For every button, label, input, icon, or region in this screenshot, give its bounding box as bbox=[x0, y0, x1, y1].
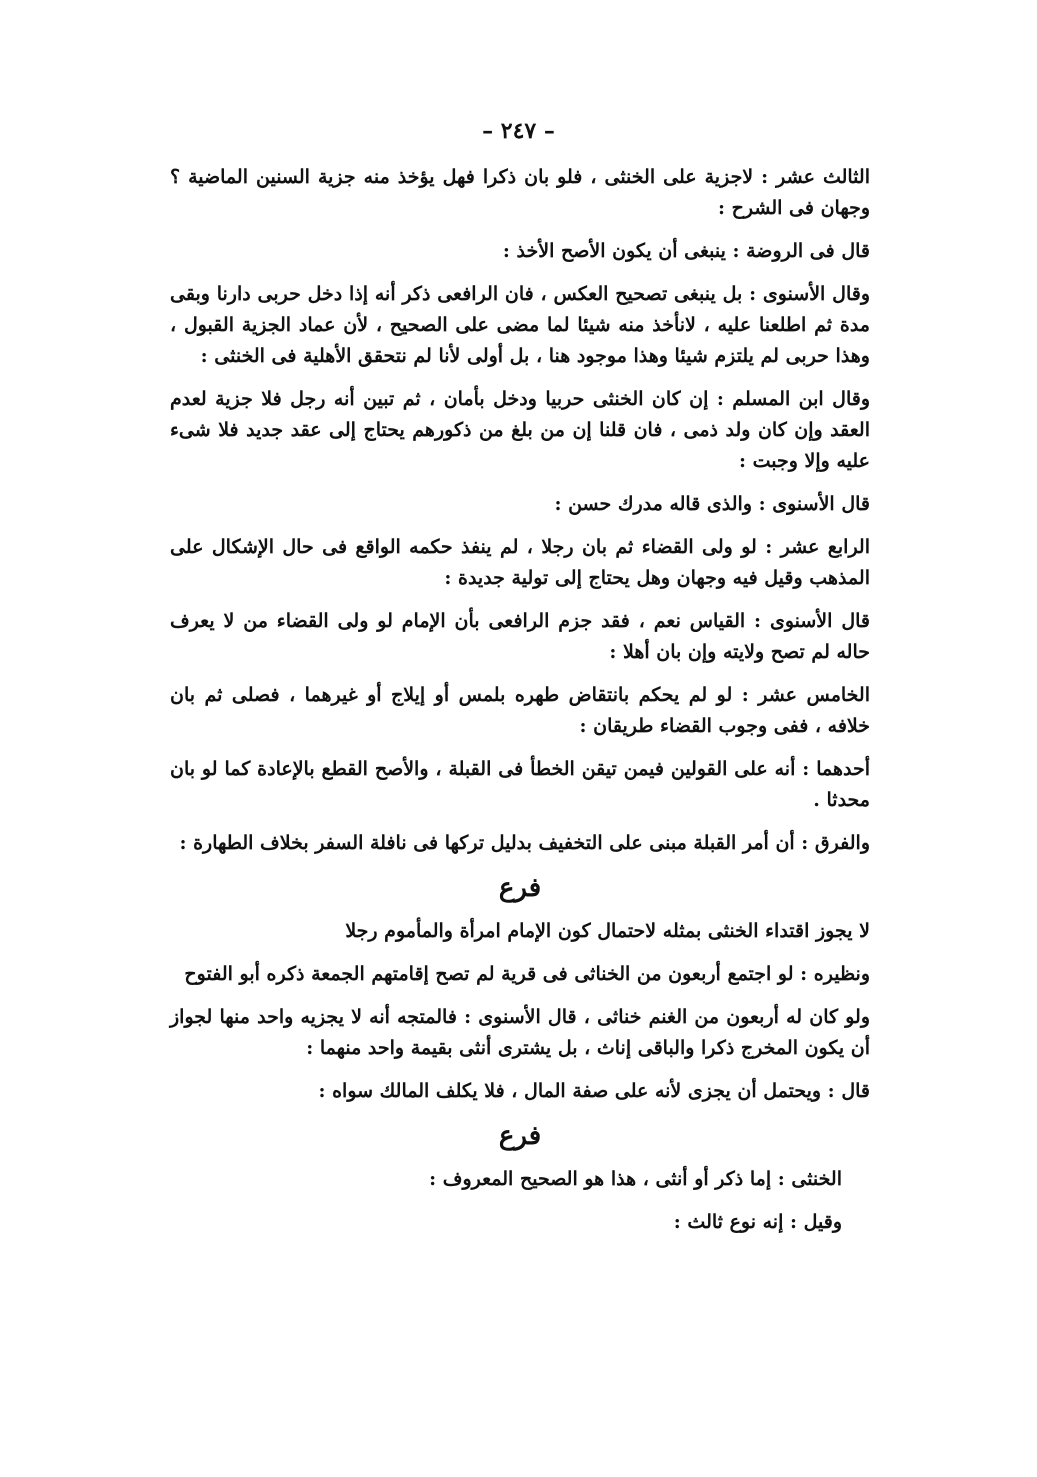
body-text bbox=[170, 162, 870, 1250]
paragraph-ibn-muslim: وقال ابن المسلم : إن كان الخنثى حربيا ودخل بأمان ، ثم تبين أنه رجل فلا جزية لعدم العقد وإن كان ولد ذمى ، فان قلنا إن من بلغ من ذكورهم يحتاج إلى عقد جديد فلا شىء عليه وإلا وجبت : bbox=[170, 388, 870, 472]
paragraph-nazeer: ونظيره : لو اجتمع أربعون من الخناثى فى قرية لم تصح إقامتهم الجمعة ذكره أبو الفتوح bbox=[184, 963, 870, 985]
paragraph-yahtamil: قال : ويحتمل أن يجزى لأنه على صفة المال ، فلا يكلف المالك سواه : bbox=[318, 1080, 870, 1102]
section-heading-far-2: فرع bbox=[498, 1121, 542, 1151]
paragraph-13th-issue: الثالث عشر : لاجزية على الخنثى ، فلو بان ذكرا فهل يؤخذ منه جزية السنين الماضية ؟ وجهان فى الشرح : bbox=[170, 166, 870, 219]
paragraph-asnawi-comment: قال الأسنوى : والذى قاله مدرك حسن : bbox=[554, 493, 870, 515]
paragraph-asnawi-qiyas: قال الأسنوى : القياس نعم ، فقد جزم الرافعى بأن الإمام لو ولى القضاء من لا يعرف حاله لم تصح ولايته وإن بان أهلا : bbox=[170, 610, 870, 663]
paragraph-ghanam: ولو كان له أربعون من الغنم خناثى ، قال الأسنوى : فالمتجه أنه لا يجزيه واحد منها لجواز أن يكون المخرج ذكرا والباقى إناث ، بل يشترى أنثى بقيمة واحد منهما : bbox=[170, 1006, 870, 1059]
paragraph-third-kind: وقيل : إنه نوع ثالث : bbox=[673, 1211, 842, 1233]
paragraph-asnawi-reply: وقال الأسنوى : بل ينبغى تصحيح العكس ، فان الرافعى ذكر أنه إذا دخل حربى دارنا وبقى مدة ثم اطلعنا عليه ، لانأخذ منه شيئا لما مضى على الصحيح ، لأن عماد الجزية القبول ، وهذا حربى لم يلتزم شيئا وهذا موجود هنا ، بل أولى لأنا لم نتحقق الأهلية فى الخنثى : bbox=[170, 283, 870, 367]
paragraph-khuntha-definition: الخنثى : إما ذكر أو أنثى ، هذا هو الصحيح المعروف : bbox=[429, 1168, 842, 1190]
paragraph-first-way: أحدهما : أنه على القولين فيمن تيقن الخطأ فى القبلة ، والأصح القطع بالإعادة كما لو بان محدثا . bbox=[170, 758, 870, 811]
page-number: – ٢٤٧ – bbox=[482, 118, 555, 144]
paragraph-14th-issue: الرابع عشر : لو ولى القضاء ثم بان رجلا ، لم ينفذ حكمه الواقع فى حال الإشكال على المذهب وقيل فيه وجهان وهل يحتاج إلى تولية جديدة : bbox=[170, 536, 871, 589]
paragraph-iqtida: لا يجوز اقتداء الخنثى بمثله لاحتمال كون الإمام امرأة والمأموم رجلا bbox=[345, 920, 870, 942]
section-heading-far-1: فرع bbox=[498, 873, 542, 903]
paragraph-rawda-quote: قال فى الروضة : ينبغى أن يكون الأصح الأخذ : bbox=[502, 240, 870, 262]
paragraph-15th-issue: الخامس عشر : لو لم يحكم بانتقاض طهره بلمس أو إيلاج أو غيرهما ، فصلى ثم بان خلافه ، ففى وجوب القضاء طريقان : bbox=[170, 684, 870, 737]
paragraph-difference: والفرق : أن أمر القبلة مبنى على التخفيف بدليل تركها فى نافلة السفر بخلاف الطهارة : bbox=[179, 832, 870, 854]
closing-block bbox=[170, 1164, 842, 1238]
